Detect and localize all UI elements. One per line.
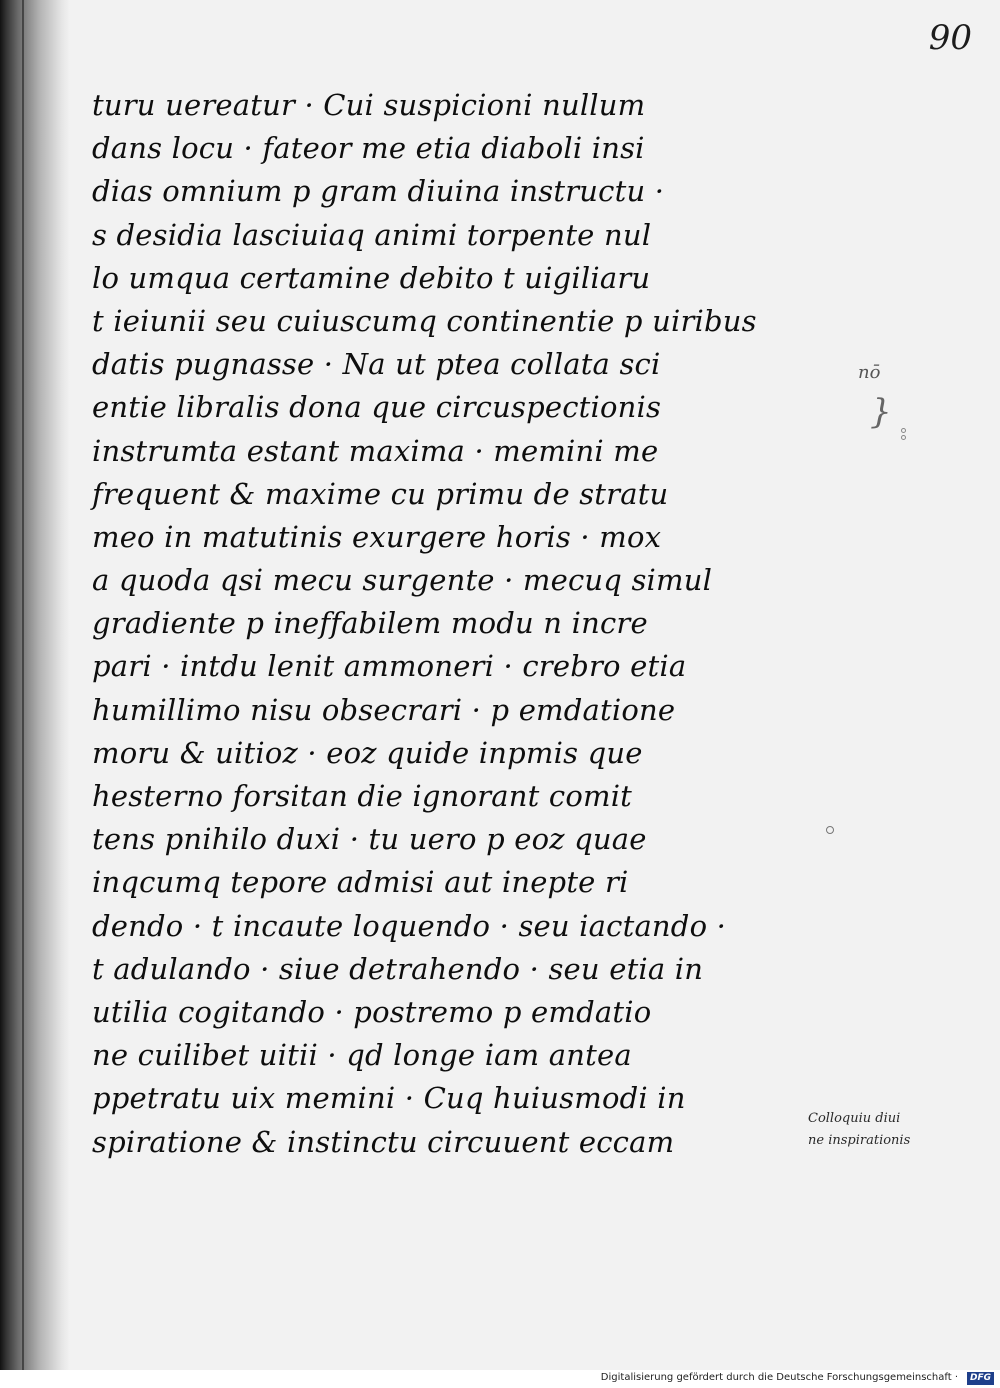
text-line-15: humillimo nisu obsecrari · p emdatione [92, 692, 676, 727]
text-line-25: spiratione & instinctu circuuent eccam [92, 1124, 675, 1159]
text-line-22: utilia cogitando · postremo p emdatio [92, 994, 652, 1029]
text-line-4: s desidia lasciuiaq animi torpente nul [92, 217, 652, 252]
text-line-5: lo umqua certamine debito t uigiliaru [92, 260, 651, 295]
text-line-19: inqcumq tepore admisi aut inepte ri [92, 865, 629, 900]
main-text-block [92, 84, 832, 1164]
text-line-23: ne cuilibet uitii · qd longe iam antea [92, 1038, 632, 1073]
binding-shadow [0, 0, 70, 1370]
text-line-6: t ieiunii seu cuiuscumq continentie p uiribus [92, 303, 757, 338]
text-line-18: tens pnihilo duxi · tu uero p eoz quae [92, 822, 647, 857]
text-line-21: t adulando · siue detrahendo · seu etia in [92, 951, 704, 986]
text-line-20: dendo · t incaute loquendo · seu iactando · [92, 908, 727, 943]
text-line-14: pari · intdu lenit ammoneri · crebro etia [92, 649, 687, 684]
text-line-7: datis pugnasse · Na ut ptea collata sci [92, 347, 661, 382]
text-line-16: moru & uitioz · eoz quide inpmis que [92, 735, 643, 770]
text-line-11: meo in matutinis exurgere horis · mox [92, 519, 662, 554]
dfg-logo: DFG [967, 1372, 994, 1385]
folio-number: 90 [928, 18, 972, 58]
margin-nota-mark: nō [858, 362, 881, 383]
text-line-10: frequent & maxime cu primu de stratu [92, 476, 669, 511]
margin-circle-icon [826, 826, 834, 834]
text-line-1: turu uereatur · Cui suspicioni nullum [92, 88, 646, 122]
binding-edge [22, 0, 24, 1370]
margin-bracket-mark: } [870, 392, 892, 432]
margin-dots-icon [901, 428, 906, 442]
text-line-9: instrumta estant maxima · memini me [92, 433, 659, 468]
text-line-12: a quoda qsi mecu surgente · mecuq simul [92, 563, 713, 598]
text-line-17: hesterno forsitan die ignorant comit [92, 779, 633, 813]
text-line-13: gradiente p ineffabilem modu n incre [92, 606, 648, 641]
text-line-24: ppetratu uix memini · Cuq huiusmodi in [92, 1081, 686, 1116]
footer-bar [0, 1370, 1000, 1388]
text-line-2: dans locu · fateor me etia diaboli insi [92, 131, 645, 166]
text-line-8: entie libralis dona que circuspectionis [92, 390, 662, 425]
margin-note-line-2: ne inspirationis [808, 1133, 911, 1148]
margin-note-line-1: Colloquiu diui [808, 1111, 901, 1126]
margin-note [808, 1108, 998, 1152]
digitization-credit: Digitalisierung gefördert durch die Deutsche Forschungsgemeinschaft · [600, 1372, 958, 1383]
text-line-3: dias omnium p gram diuina instructu · [92, 174, 665, 209]
